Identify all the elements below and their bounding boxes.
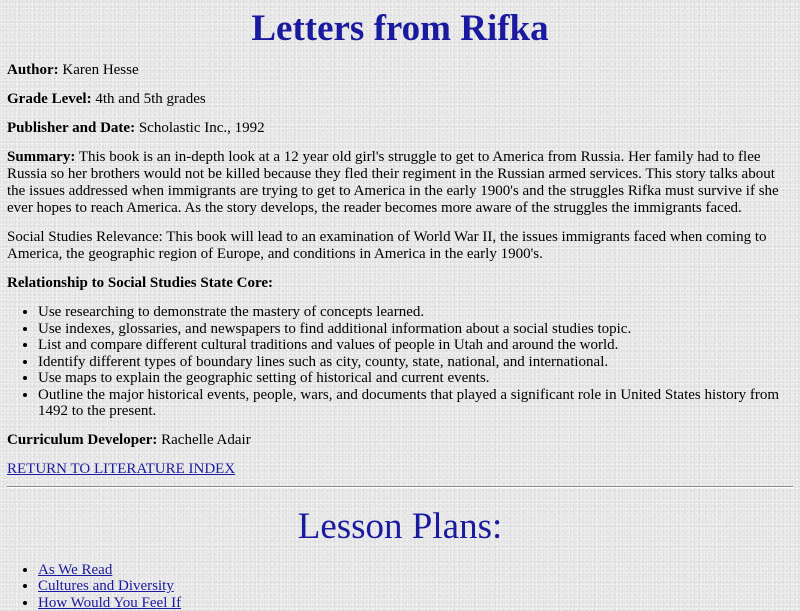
divider: [7, 486, 793, 488]
publisher-line: [7, 120, 793, 137]
summary-label: Summary:: [7, 149, 75, 165]
author-value: Karen Hesse: [62, 62, 138, 78]
summary-paragraph: [7, 149, 793, 217]
publisher-label: Publisher and Date:: [7, 120, 135, 136]
social-studies-relevance: Social Studies Relevance: This book will lead to an examination of World War II, the issues immigrants faced when coming to America, the geographic region of Europe, and conditions in America in the early 1900's.: [7, 229, 793, 263]
list-item: • Outline the major historical events, people, wars, and documents that played a significant role in United States history from 1492 to the present.: [38, 387, 793, 420]
page-title: Letters from Rifka: [7, 8, 793, 50]
lesson-link-how-would-you-feel-if[interactable]: How Would You Feel If: [38, 595, 181, 611]
curriculum-developer-label: Curriculum Developer:: [7, 432, 157, 448]
list-item: • List and compare different cultural traditions and values of people in Utah and around the world.: [38, 337, 793, 354]
list-item: • Identify different types of boundary lines such as city, county, state, national, and international.: [38, 354, 793, 371]
state-core-heading: Relationship to Social Studies State Core:: [7, 275, 793, 292]
author-label: Author:: [7, 62, 59, 78]
grade-level-line: [7, 91, 793, 108]
lesson-link-as-we-read[interactable]: As We Read: [38, 562, 112, 578]
page: [0, 8, 800, 611]
lesson-link-cultures-and-diversity[interactable]: Cultures and Diversity: [38, 578, 174, 594]
return-line: [7, 461, 793, 478]
curriculum-developer-value: Rachelle Adair: [161, 432, 251, 448]
publisher-value: Scholastic Inc., 1992: [139, 120, 265, 136]
author-line: [7, 62, 793, 79]
summary-text: This book is an in-depth look at a 12 year old girl's struggle to get to America from Russia. Her family had to flee Russia so her brothers would not be killed because they fled their regiment in the Russian armed services. This story talks about the issues addressed when immigrants are trying to get to America in the early 1900's and the struggles Rifka must survive if she ever hopes to reach America. As the story develops, the reader becomes more aware of the struggles the immigrants faced.: [7, 149, 779, 216]
list-item: [38, 562, 793, 579]
grade-level-value: 4th and 5th grades: [95, 91, 205, 107]
curriculum-developer-line: [7, 432, 793, 449]
list-item: • Use indexes, glossaries, and newspapers to find additional information about a social studies topic.: [38, 321, 793, 338]
list-item: • Use maps to explain the geographic setting of historical and current events.: [38, 370, 793, 387]
grade-level-label: Grade Level:: [7, 91, 92, 107]
lesson-plans-list: [7, 562, 793, 611]
lesson-plans-heading: Lesson Plans:: [7, 506, 793, 548]
list-item: [38, 578, 793, 595]
return-to-literature-index-link[interactable]: RETURN TO LITERATURE INDEX: [7, 461, 235, 477]
list-item: [38, 595, 793, 611]
list-item: • Use researching to demonstrate the mastery of concepts learned.: [38, 304, 793, 321]
state-core-list: [7, 304, 793, 420]
